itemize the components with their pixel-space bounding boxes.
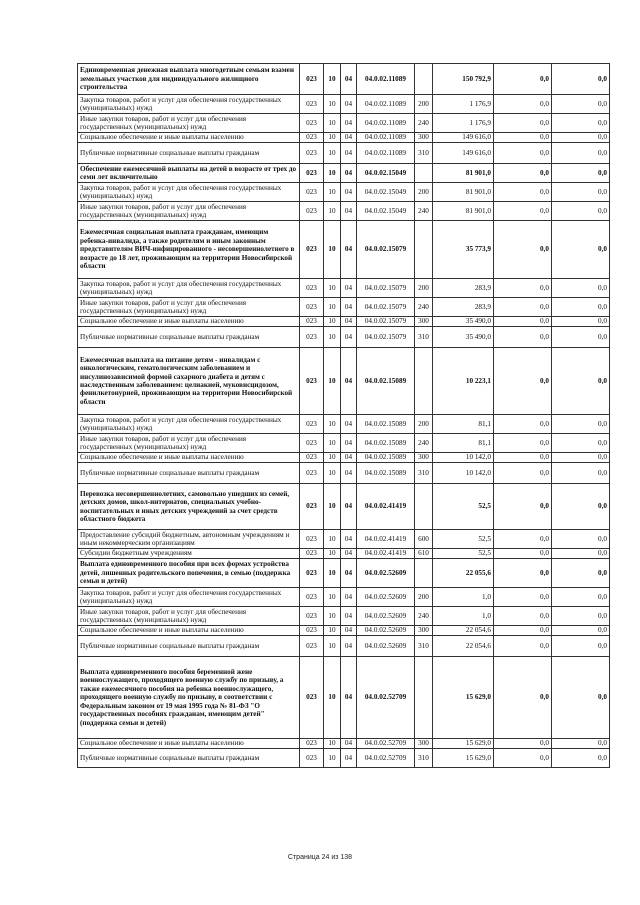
target-article-code: 04.0.02.15089 — [357, 348, 415, 415]
section-code: 10 — [324, 317, 341, 327]
row-name: Социальное обеспечение и иные выплаты населению — [78, 453, 300, 463]
table-row — [78, 657, 610, 739]
ministry-code: 023 — [300, 348, 324, 415]
target-article-code: 04.0.02.52709 — [357, 749, 415, 768]
amount-year-3: 0,0 — [552, 327, 610, 348]
ministry-code: 023 — [300, 164, 324, 183]
row-name: Иные закупки товаров, работ и услуг для обеспечения государственных (муниципальных) нужд — [78, 434, 300, 453]
amount-year-2: 0,0 — [494, 415, 552, 434]
expense-type-code — [415, 559, 433, 588]
amount-year-2: 0,0 — [494, 279, 552, 298]
amount-year-3: 0,0 — [552, 298, 610, 317]
table-row — [78, 434, 610, 453]
amount-year-1: 35 773,9 — [433, 221, 494, 279]
row-name: Ежемесячная социальная выплата гражданам, имеющим ребенка-инвалида, а также родителям и иным законным представителям ВИЧ-инфицированного - несовершеннолетнего в возрасте до 18 лет, проживающим на территории Новосибирской области — [78, 221, 300, 279]
amount-year-2: 0,0 — [494, 114, 552, 133]
subsection-code: 04 — [341, 530, 357, 549]
amount-year-1: 52,5 — [433, 549, 494, 559]
table-row — [78, 279, 610, 298]
ministry-code: 023 — [300, 739, 324, 749]
target-article-code: 04.0.02.15079 — [357, 298, 415, 317]
amount-year-3: 0,0 — [552, 348, 610, 415]
amount-year-3: 0,0 — [552, 143, 610, 164]
section-code: 10 — [324, 143, 341, 164]
amount-year-1: 22 055,6 — [433, 559, 494, 588]
amount-year-2: 0,0 — [494, 298, 552, 317]
ministry-code: 023 — [300, 202, 324, 221]
table-row — [78, 607, 610, 626]
amount-year-1: 22 054,6 — [433, 626, 494, 636]
row-name: Предоставление субсидий бюджетным, автономным учреждениям и иным некоммерческим организациям — [78, 530, 300, 549]
amount-year-1: 52,5 — [433, 530, 494, 549]
table-row — [78, 549, 610, 559]
section-code: 10 — [324, 114, 341, 133]
table-row — [78, 298, 610, 317]
amount-year-3: 0,0 — [552, 183, 610, 202]
target-article-code: 04.0.02.41419 — [357, 484, 415, 530]
section-code: 10 — [324, 749, 341, 768]
table-row — [78, 415, 610, 434]
expense-type-code: 610 — [415, 549, 433, 559]
amount-year-2: 0,0 — [494, 636, 552, 657]
amount-year-2: 0,0 — [494, 64, 552, 95]
row-name: Закупка товаров, работ и услуг для обеспечения государственных (муниципальных) нужд — [78, 588, 300, 607]
section-code: 10 — [324, 626, 341, 636]
expense-type-code — [415, 221, 433, 279]
ministry-code: 023 — [300, 626, 324, 636]
expense-type-code: 200 — [415, 183, 433, 202]
subsection-code: 04 — [341, 559, 357, 588]
target-article-code: 04.0.02.52709 — [357, 739, 415, 749]
section-code: 10 — [324, 183, 341, 202]
section-code: 10 — [324, 588, 341, 607]
section-code: 10 — [324, 279, 341, 298]
amount-year-3: 0,0 — [552, 279, 610, 298]
target-article-code: 04.0.02.15079 — [357, 279, 415, 298]
table-row — [78, 559, 610, 588]
amount-year-2: 0,0 — [494, 588, 552, 607]
amount-year-2: 0,0 — [494, 739, 552, 749]
table-row — [78, 114, 610, 133]
table-row — [78, 317, 610, 327]
target-article-code: 04.0.02.15089 — [357, 453, 415, 463]
row-name: Социальное обеспечение и иные выплаты населению — [78, 317, 300, 327]
table-row — [78, 749, 610, 768]
row-name: Иные закупки товаров, работ и услуг для обеспечения государственных (муниципальных) нужд — [78, 202, 300, 221]
amount-year-3: 0,0 — [552, 453, 610, 463]
expense-type-code: 300 — [415, 453, 433, 463]
target-article-code: 04.0.02.15089 — [357, 415, 415, 434]
subsection-code: 04 — [341, 749, 357, 768]
section-code: 10 — [324, 327, 341, 348]
amount-year-3: 0,0 — [552, 221, 610, 279]
target-article-code: 04.0.02.15049 — [357, 202, 415, 221]
row-name: Иные закупки товаров, работ и услуг для обеспечения государственных (муниципальных) нужд — [78, 607, 300, 626]
target-article-code: 04.0.02.11089 — [357, 64, 415, 95]
amount-year-3: 0,0 — [552, 64, 610, 95]
row-name: Единовременная денежная выплата многодетным семьям взамен земельных участков для индивидуального жилищного строительства — [78, 64, 300, 95]
amount-year-3: 0,0 — [552, 559, 610, 588]
amount-year-3: 0,0 — [552, 530, 610, 549]
amount-year-3: 0,0 — [552, 317, 610, 327]
target-article-code: 04.0.02.52609 — [357, 588, 415, 607]
target-article-code: 04.0.02.11089 — [357, 143, 415, 164]
amount-year-2: 0,0 — [494, 221, 552, 279]
amount-year-3: 0,0 — [552, 549, 610, 559]
expense-type-code — [415, 64, 433, 95]
amount-year-2: 0,0 — [494, 657, 552, 739]
section-code: 10 — [324, 463, 341, 484]
row-name: Социальное обеспечение и иные выплаты населению — [78, 626, 300, 636]
subsection-code: 04 — [341, 114, 357, 133]
ministry-code: 023 — [300, 607, 324, 626]
section-code: 10 — [324, 549, 341, 559]
expense-type-code: 200 — [415, 279, 433, 298]
ministry-code: 023 — [300, 463, 324, 484]
amount-year-2: 0,0 — [494, 95, 552, 114]
table-row — [78, 348, 610, 415]
amount-year-1: 81,1 — [433, 434, 494, 453]
section-code: 10 — [324, 739, 341, 749]
target-article-code: 04.0.02.15079 — [357, 327, 415, 348]
row-name: Выплата единовременного пособия беременной жене военнослужащего, проходящего военную службу по призыву, а также ежемесячного пособия на ребенка военнослужащего, проходящего военную службу по призыву, в соответствии с Федеральным законом от 19 мая 1995 года № 81-ФЗ "О государственных пособиях гражданам, имеющим детей" (поддержка семьи и детей) — [78, 657, 300, 739]
ministry-code: 023 — [300, 749, 324, 768]
subsection-code: 04 — [341, 164, 357, 183]
subsection-code: 04 — [341, 317, 357, 327]
amount-year-3: 0,0 — [552, 484, 610, 530]
table-row — [78, 588, 610, 607]
ministry-code: 023 — [300, 588, 324, 607]
page-number: Страница 24 из 138 — [287, 854, 353, 861]
amount-year-1: 283,9 — [433, 279, 494, 298]
expense-type-code: 310 — [415, 749, 433, 768]
amount-year-1: 81 901,0 — [433, 183, 494, 202]
amount-year-1: 81,1 — [433, 415, 494, 434]
row-name: Закупка товаров, работ и услуг для обеспечения государственных (муниципальных) нужд — [78, 95, 300, 114]
expense-type-code: 240 — [415, 202, 433, 221]
table-row — [78, 133, 610, 143]
subsection-code: 04 — [341, 133, 357, 143]
subsection-code: 04 — [341, 607, 357, 626]
expense-type-code — [415, 348, 433, 415]
subsection-code: 04 — [341, 434, 357, 453]
amount-year-1: 15 629,0 — [433, 749, 494, 768]
ministry-code: 023 — [300, 657, 324, 739]
amount-year-3: 0,0 — [552, 434, 610, 453]
amount-year-3: 0,0 — [552, 607, 610, 626]
ministry-code: 023 — [300, 415, 324, 434]
ministry-code: 023 — [300, 434, 324, 453]
subsection-code: 04 — [341, 183, 357, 202]
ministry-code: 023 — [300, 317, 324, 327]
expense-type-code: 310 — [415, 463, 433, 484]
expense-type-code: 240 — [415, 298, 433, 317]
row-name: Субсидии бюджетным учреждениям — [78, 549, 300, 559]
ministry-code: 023 — [300, 143, 324, 164]
expense-type-code: 300 — [415, 739, 433, 749]
amount-year-2: 0,0 — [494, 530, 552, 549]
section-code: 10 — [324, 133, 341, 143]
ministry-code: 023 — [300, 183, 324, 202]
expense-type-code: 200 — [415, 588, 433, 607]
row-name: Публичные нормативные социальные выплаты гражданам — [78, 636, 300, 657]
expense-type-code: 200 — [415, 415, 433, 434]
subsection-code: 04 — [341, 95, 357, 114]
table-row — [78, 453, 610, 463]
expense-type-code: 300 — [415, 317, 433, 327]
amount-year-1: 10 142,0 — [433, 453, 494, 463]
row-name: Публичные нормативные социальные выплаты гражданам — [78, 749, 300, 768]
budget-table — [77, 63, 610, 768]
amount-year-1: 1 176,9 — [433, 95, 494, 114]
target-article-code: 04.0.02.15049 — [357, 164, 415, 183]
row-name: Ежемесячная выплата на питание детям - инвалидам с онкологическим, гематологическим заболеванием и инсулинозависимой формой сахарного диабета и детям с наследственным заболеванием: целиакией, муковисцидозом, фенилкетонурией, проживающим на территории Новосибирской области — [78, 348, 300, 415]
row-name: Обеспечение ежемесячной выплаты на детей в возрасте от трех до семи лет включительно — [78, 164, 300, 183]
amount-year-1: 81 901,0 — [433, 164, 494, 183]
amount-year-2: 0,0 — [494, 626, 552, 636]
row-name: Закупка товаров, работ и услуг для обеспечения государственных (муниципальных) нужд — [78, 415, 300, 434]
section-code: 10 — [324, 484, 341, 530]
amount-year-1: 150 792,9 — [433, 64, 494, 95]
amount-year-2: 0,0 — [494, 453, 552, 463]
subsection-code: 04 — [341, 279, 357, 298]
table-row — [78, 64, 610, 95]
ministry-code: 023 — [300, 298, 324, 317]
subsection-code: 04 — [341, 327, 357, 348]
target-article-code: 04.0.02.15049 — [357, 183, 415, 202]
subsection-code: 04 — [341, 453, 357, 463]
row-name: Выплата единовременного пособия при всех формах устройства детей, лишенных родительского попечения, в семью (поддержка семьи и детей) — [78, 559, 300, 588]
table-row — [78, 95, 610, 114]
target-article-code: 04.0.02.15089 — [357, 434, 415, 453]
amount-year-3: 0,0 — [552, 202, 610, 221]
expense-type-code: 240 — [415, 434, 433, 453]
amount-year-1: 35 490,0 — [433, 317, 494, 327]
table-row — [78, 143, 610, 164]
amount-year-1: 10 142,0 — [433, 463, 494, 484]
expense-type-code: 200 — [415, 95, 433, 114]
table-row — [78, 164, 610, 183]
subsection-code: 04 — [341, 348, 357, 415]
amount-year-3: 0,0 — [552, 415, 610, 434]
target-article-code: 04.0.02.15079 — [357, 317, 415, 327]
amount-year-1: 149 616,0 — [433, 133, 494, 143]
amount-year-2: 0,0 — [494, 434, 552, 453]
subsection-code: 04 — [341, 484, 357, 530]
expense-type-code — [415, 657, 433, 739]
expense-type-code — [415, 164, 433, 183]
amount-year-2: 0,0 — [494, 348, 552, 415]
section-code: 10 — [324, 415, 341, 434]
amount-year-2: 0,0 — [494, 143, 552, 164]
target-article-code: 04.0.02.15079 — [357, 221, 415, 279]
amount-year-2: 0,0 — [494, 749, 552, 768]
section-code: 10 — [324, 164, 341, 183]
subsection-code: 04 — [341, 298, 357, 317]
subsection-code: 04 — [341, 463, 357, 484]
subsection-code: 04 — [341, 64, 357, 95]
target-article-code: 04.0.02.52609 — [357, 559, 415, 588]
expense-type-code: 240 — [415, 114, 433, 133]
amount-year-2: 0,0 — [494, 133, 552, 143]
amount-year-3: 0,0 — [552, 164, 610, 183]
section-code: 10 — [324, 657, 341, 739]
amount-year-3: 0,0 — [552, 657, 610, 739]
amount-year-2: 0,0 — [494, 559, 552, 588]
expense-type-code: 600 — [415, 530, 433, 549]
subsection-code: 04 — [341, 739, 357, 749]
amount-year-2: 0,0 — [494, 183, 552, 202]
amount-year-1: 22 054,6 — [433, 636, 494, 657]
amount-year-1: 1,0 — [433, 588, 494, 607]
amount-year-2: 0,0 — [494, 607, 552, 626]
section-code: 10 — [324, 202, 341, 221]
row-name: Иные закупки товаров, работ и услуг для обеспечения государственных (муниципальных) нужд — [78, 298, 300, 317]
table-row — [78, 636, 610, 657]
subsection-code: 04 — [341, 221, 357, 279]
expense-type-code: 310 — [415, 327, 433, 348]
amount-year-3: 0,0 — [552, 133, 610, 143]
subsection-code: 04 — [341, 657, 357, 739]
amount-year-2: 0,0 — [494, 164, 552, 183]
target-article-code: 04.0.02.41419 — [357, 549, 415, 559]
amount-year-1: 1,0 — [433, 607, 494, 626]
ministry-code: 023 — [300, 221, 324, 279]
amount-year-1: 149 616,0 — [433, 143, 494, 164]
expense-type-code: 310 — [415, 143, 433, 164]
target-article-code: 04.0.02.11089 — [357, 133, 415, 143]
amount-year-2: 0,0 — [494, 549, 552, 559]
amount-year-3: 0,0 — [552, 749, 610, 768]
amount-year-3: 0,0 — [552, 95, 610, 114]
target-article-code: 04.0.02.11089 — [357, 95, 415, 114]
table-row — [78, 463, 610, 484]
ministry-code: 023 — [300, 636, 324, 657]
subsection-code: 04 — [341, 549, 357, 559]
table-row — [78, 739, 610, 749]
subsection-code: 04 — [341, 143, 357, 164]
ministry-code: 023 — [300, 549, 324, 559]
amount-year-1: 15 629,0 — [433, 739, 494, 749]
row-name: Публичные нормативные социальные выплаты гражданам — [78, 143, 300, 164]
amount-year-3: 0,0 — [552, 114, 610, 133]
table-row — [78, 221, 610, 279]
table-row — [78, 183, 610, 202]
section-code: 10 — [324, 221, 341, 279]
ministry-code: 023 — [300, 64, 324, 95]
ministry-code: 023 — [300, 95, 324, 114]
table-row — [78, 484, 610, 530]
target-article-code: 04.0.02.52709 — [357, 657, 415, 739]
row-name: Иные закупки товаров, работ и услуг для обеспечения государственных (муниципальных) нужд — [78, 114, 300, 133]
section-code: 10 — [324, 95, 341, 114]
ministry-code: 023 — [300, 279, 324, 298]
subsection-code: 04 — [341, 626, 357, 636]
target-article-code: 04.0.02.15089 — [357, 463, 415, 484]
amount-year-2: 0,0 — [494, 463, 552, 484]
amount-year-3: 0,0 — [552, 636, 610, 657]
amount-year-1: 35 490,0 — [433, 327, 494, 348]
table-body — [78, 64, 610, 768]
row-name: Публичные нормативные социальные выплаты гражданам — [78, 463, 300, 484]
ministry-code: 023 — [300, 484, 324, 530]
table-row — [78, 202, 610, 221]
expense-type-code: 300 — [415, 626, 433, 636]
section-code: 10 — [324, 348, 341, 415]
amount-year-1: 81 901,0 — [433, 202, 494, 221]
section-code: 10 — [324, 559, 341, 588]
row-name: Закупка товаров, работ и услуг для обеспечения государственных (муниципальных) нужд — [78, 279, 300, 298]
section-code: 10 — [324, 530, 341, 549]
ministry-code: 023 — [300, 114, 324, 133]
amount-year-3: 0,0 — [552, 463, 610, 484]
section-code: 10 — [324, 298, 341, 317]
ministry-code: 023 — [300, 133, 324, 143]
row-name: Закупка товаров, работ и услуг для обеспечения государственных (муниципальных) нужд — [78, 183, 300, 202]
ministry-code: 023 — [300, 327, 324, 348]
subsection-code: 04 — [341, 202, 357, 221]
target-article-code: 04.0.02.11089 — [357, 114, 415, 133]
amount-year-1: 283,9 — [433, 298, 494, 317]
target-article-code: 04.0.02.52609 — [357, 607, 415, 626]
ministry-code: 023 — [300, 453, 324, 463]
amount-year-3: 0,0 — [552, 626, 610, 636]
amount-year-3: 0,0 — [552, 588, 610, 607]
section-code: 10 — [324, 64, 341, 95]
subsection-code: 04 — [341, 636, 357, 657]
table-row — [78, 530, 610, 549]
ministry-code: 023 — [300, 530, 324, 549]
section-code: 10 — [324, 434, 341, 453]
amount-year-1: 1 176,9 — [433, 114, 494, 133]
amount-year-3: 0,0 — [552, 739, 610, 749]
row-name: Социальное обеспечение и иные выплаты населению — [78, 739, 300, 749]
amount-year-2: 0,0 — [494, 317, 552, 327]
amount-year-2: 0,0 — [494, 484, 552, 530]
row-name: Публичные нормативные социальные выплаты гражданам — [78, 327, 300, 348]
expense-type-code — [415, 484, 433, 530]
amount-year-1: 15 629,0 — [433, 657, 494, 739]
section-code: 10 — [324, 453, 341, 463]
subsection-code: 04 — [341, 588, 357, 607]
section-code: 10 — [324, 636, 341, 657]
target-article-code: 04.0.02.52609 — [357, 636, 415, 657]
amount-year-1: 52,5 — [433, 484, 494, 530]
amount-year-1: 10 223,1 — [433, 348, 494, 415]
amount-year-2: 0,0 — [494, 327, 552, 348]
target-article-code: 04.0.02.52609 — [357, 626, 415, 636]
expense-type-code: 240 — [415, 607, 433, 626]
amount-year-2: 0,0 — [494, 202, 552, 221]
table-row — [78, 327, 610, 348]
row-name: Социальное обеспечение и иные выплаты населению — [78, 133, 300, 143]
table-row — [78, 626, 610, 636]
expense-type-code: 300 — [415, 133, 433, 143]
target-article-code: 04.0.02.41419 — [357, 530, 415, 549]
subsection-code: 04 — [341, 415, 357, 434]
row-name: Перевозка несовершеннолетних, самовольно ушедших из семей, детских домов, школ-интернатов, специальных учебно-воспитательных и иных детских учреждений за счет средств областного бюджета — [78, 484, 300, 530]
ministry-code: 023 — [300, 559, 324, 588]
section-code: 10 — [324, 607, 341, 626]
expense-type-code: 310 — [415, 636, 433, 657]
